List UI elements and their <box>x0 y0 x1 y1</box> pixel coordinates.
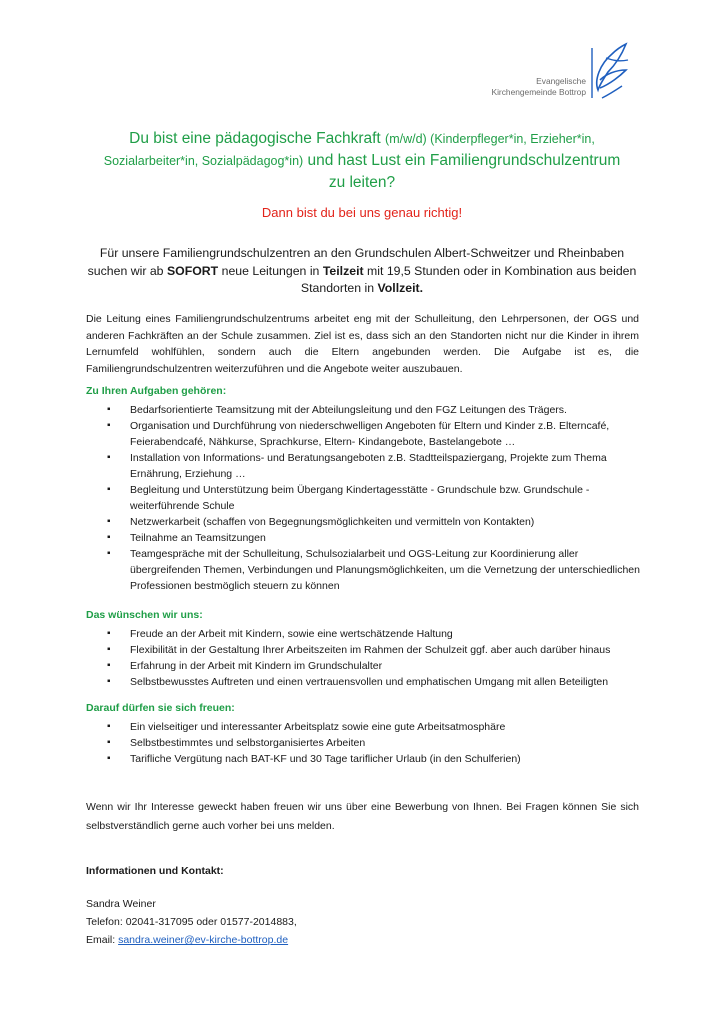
list-item: ▪ Selbstbestimmtes und selbstorganisiertes Arbeiten <box>86 735 646 751</box>
headline-part-4: und hast Lust ein Familiengrundschulzentrum <box>303 152 621 169</box>
contact-name: Sandra Weiner <box>86 898 156 910</box>
intro-text-4: mit 19,5 Stunden oder in Kombination aus beiden <box>363 263 637 278</box>
list-item: ▪ Teamgespräche mit der Schulleitung, Schulsozialarbeit und OGS-Leitung zur Koordinierung aller übergreifenden Themen, Verbindungen und Planungsmöglichkeiten, um die Vernetzung der unterschiedlichen Professionen bestmöglich steuern zu können <box>86 546 646 594</box>
contact-phone: Telefon: 02041-317095 oder 01577-2014883, <box>86 916 297 928</box>
intro-line-1: Für unsere Familiengrundschulzentren an den Grundschulen Albert-Schweitzer und Rheinbaben <box>99 246 625 260</box>
intro-bold-sofort: SOFORT <box>166 263 219 278</box>
list-item: ▪ Selbstbewusstes Auftreten und einen vertrauensvollen und emphatischen Umgang mit allen Beteiligten <box>86 674 646 690</box>
tasks-title: Zu Ihren Aufgaben gehören: <box>86 385 227 397</box>
benefits-title: Darauf dürfen sie sich freuen: <box>86 702 235 714</box>
list-item: ▪ Erfahrung in der Arbeit mit Kindern im Grundschulalter <box>86 658 646 674</box>
intro-text <box>80 245 644 298</box>
list-item: ▪ Organisation und Durchführung von niederschwelligen Angeboten für Eltern und Kinder z.B. Elterncafé, Feierabendcafé, Nähkurse, Sprachkurse, Eltern- Kindangebote, Bastelangebote … <box>86 418 646 450</box>
tasks-list <box>86 402 646 594</box>
intro-text-2: suchen wir ab <box>87 263 167 278</box>
headline-part-5: zu leiten? <box>328 174 396 191</box>
logo-line-1: Evangelische <box>536 76 586 86</box>
intro-text-3: neue Leitungen in <box>218 263 323 278</box>
logo-text <box>482 76 586 98</box>
contact-title: Informationen und Kontakt: <box>86 865 224 877</box>
contact-email-label: Email: <box>86 934 119 946</box>
list-item: ▪ Begleitung und Unterstützung beim Übergang Kindertagesstätte - Grundschule bzw. Grundschule - weiterführende Schule <box>86 482 646 514</box>
benefits-list <box>86 719 646 767</box>
list-item: ▪ Installation von Informations- und Beratungsangeboten z.B. Stadtteilspaziergang, Projekte zum Thema Ernährung, Erziehung … <box>86 450 646 482</box>
list-item: ▪ Netzwerkarbeit (schaffen von Begegnungsmöglichkeiten und vermitteln von Kontakten) <box>86 514 646 530</box>
subline: Dann bist du bei uns genau richtig! <box>261 205 463 220</box>
headline-part-3: Sozialarbeiter*in, Sozialpädagog*in) <box>103 154 304 168</box>
list-item: ▪ Freude an der Arbeit mit Kindern, sowie eine wertschätzende Haltung <box>86 626 646 642</box>
headline-part-1: Du bist eine pädagogische Fachkraft <box>129 130 386 147</box>
description-paragraph: Die Leitung eines Familiengrundschulzentrums arbeitet eng mit der Schulleitung, den Lehrpersonen, der OGS und anderen Fachkräften an der Schule zusammen. Ziel ist es, dass sich an den Standorten nicht nur die Kinder in ihrem Lernumfeld wohlfühlen, sondern auch die Eltern angebunden werden. Die Aufgabe ist es, die Familiengrundschulzentren weiterzuführen und die Angebote weiter auszubauen. <box>86 313 639 376</box>
headline-part-2: (m/w/d) (Kinderpfleger*in, Erzieher*in, <box>385 132 595 146</box>
logo-line-2: Kirchengemeinde Bottrop <box>491 87 586 97</box>
headline <box>80 128 644 194</box>
intro-text-5: Standorten in <box>300 281 378 295</box>
intro-bold-vollzeit: Vollzeit. <box>377 281 424 295</box>
list-item: ▪ Tarifliche Vergütung nach BAT-KF und 30 Tage tariflicher Urlaub (in den Schulferien) <box>86 751 646 767</box>
list-item: ▪ Teilnahme an Teamsitzungen <box>86 530 646 546</box>
wishes-title: Das wünschen wir uns: <box>86 609 203 621</box>
list-item: ▪ Bedarfsorientierte Teamsitzung mit der Abteilungsleitung und den FGZ Leitungen des Trägers. <box>86 402 646 418</box>
closing-paragraph: Wenn wir Ihr Interesse geweckt haben freuen wir uns über eine Bewerbung von Ihnen. Bei Fragen können Sie sich selbstverständlich gerne auch vorher bei uns melden. <box>86 801 639 832</box>
logo <box>482 40 642 102</box>
wishes-list <box>86 626 646 690</box>
church-logo-icon <box>586 40 634 102</box>
list-item: ▪ Ein vielseitiger und interessanter Arbeitsplatz sowie eine gute Arbeitsatmosphäre <box>86 719 646 735</box>
list-item: ▪ Flexibilität in der Gestaltung Ihrer Arbeitszeiten im Rahmen der Schulzeit ggf. aber auch darüber hinaus <box>86 642 646 658</box>
contact-block <box>86 895 297 949</box>
contact-email-link[interactable]: sandra.weiner@ev-kirche-bottrop.de <box>118 934 289 946</box>
intro-bold-teilzeit: Teilzeit <box>322 263 364 278</box>
